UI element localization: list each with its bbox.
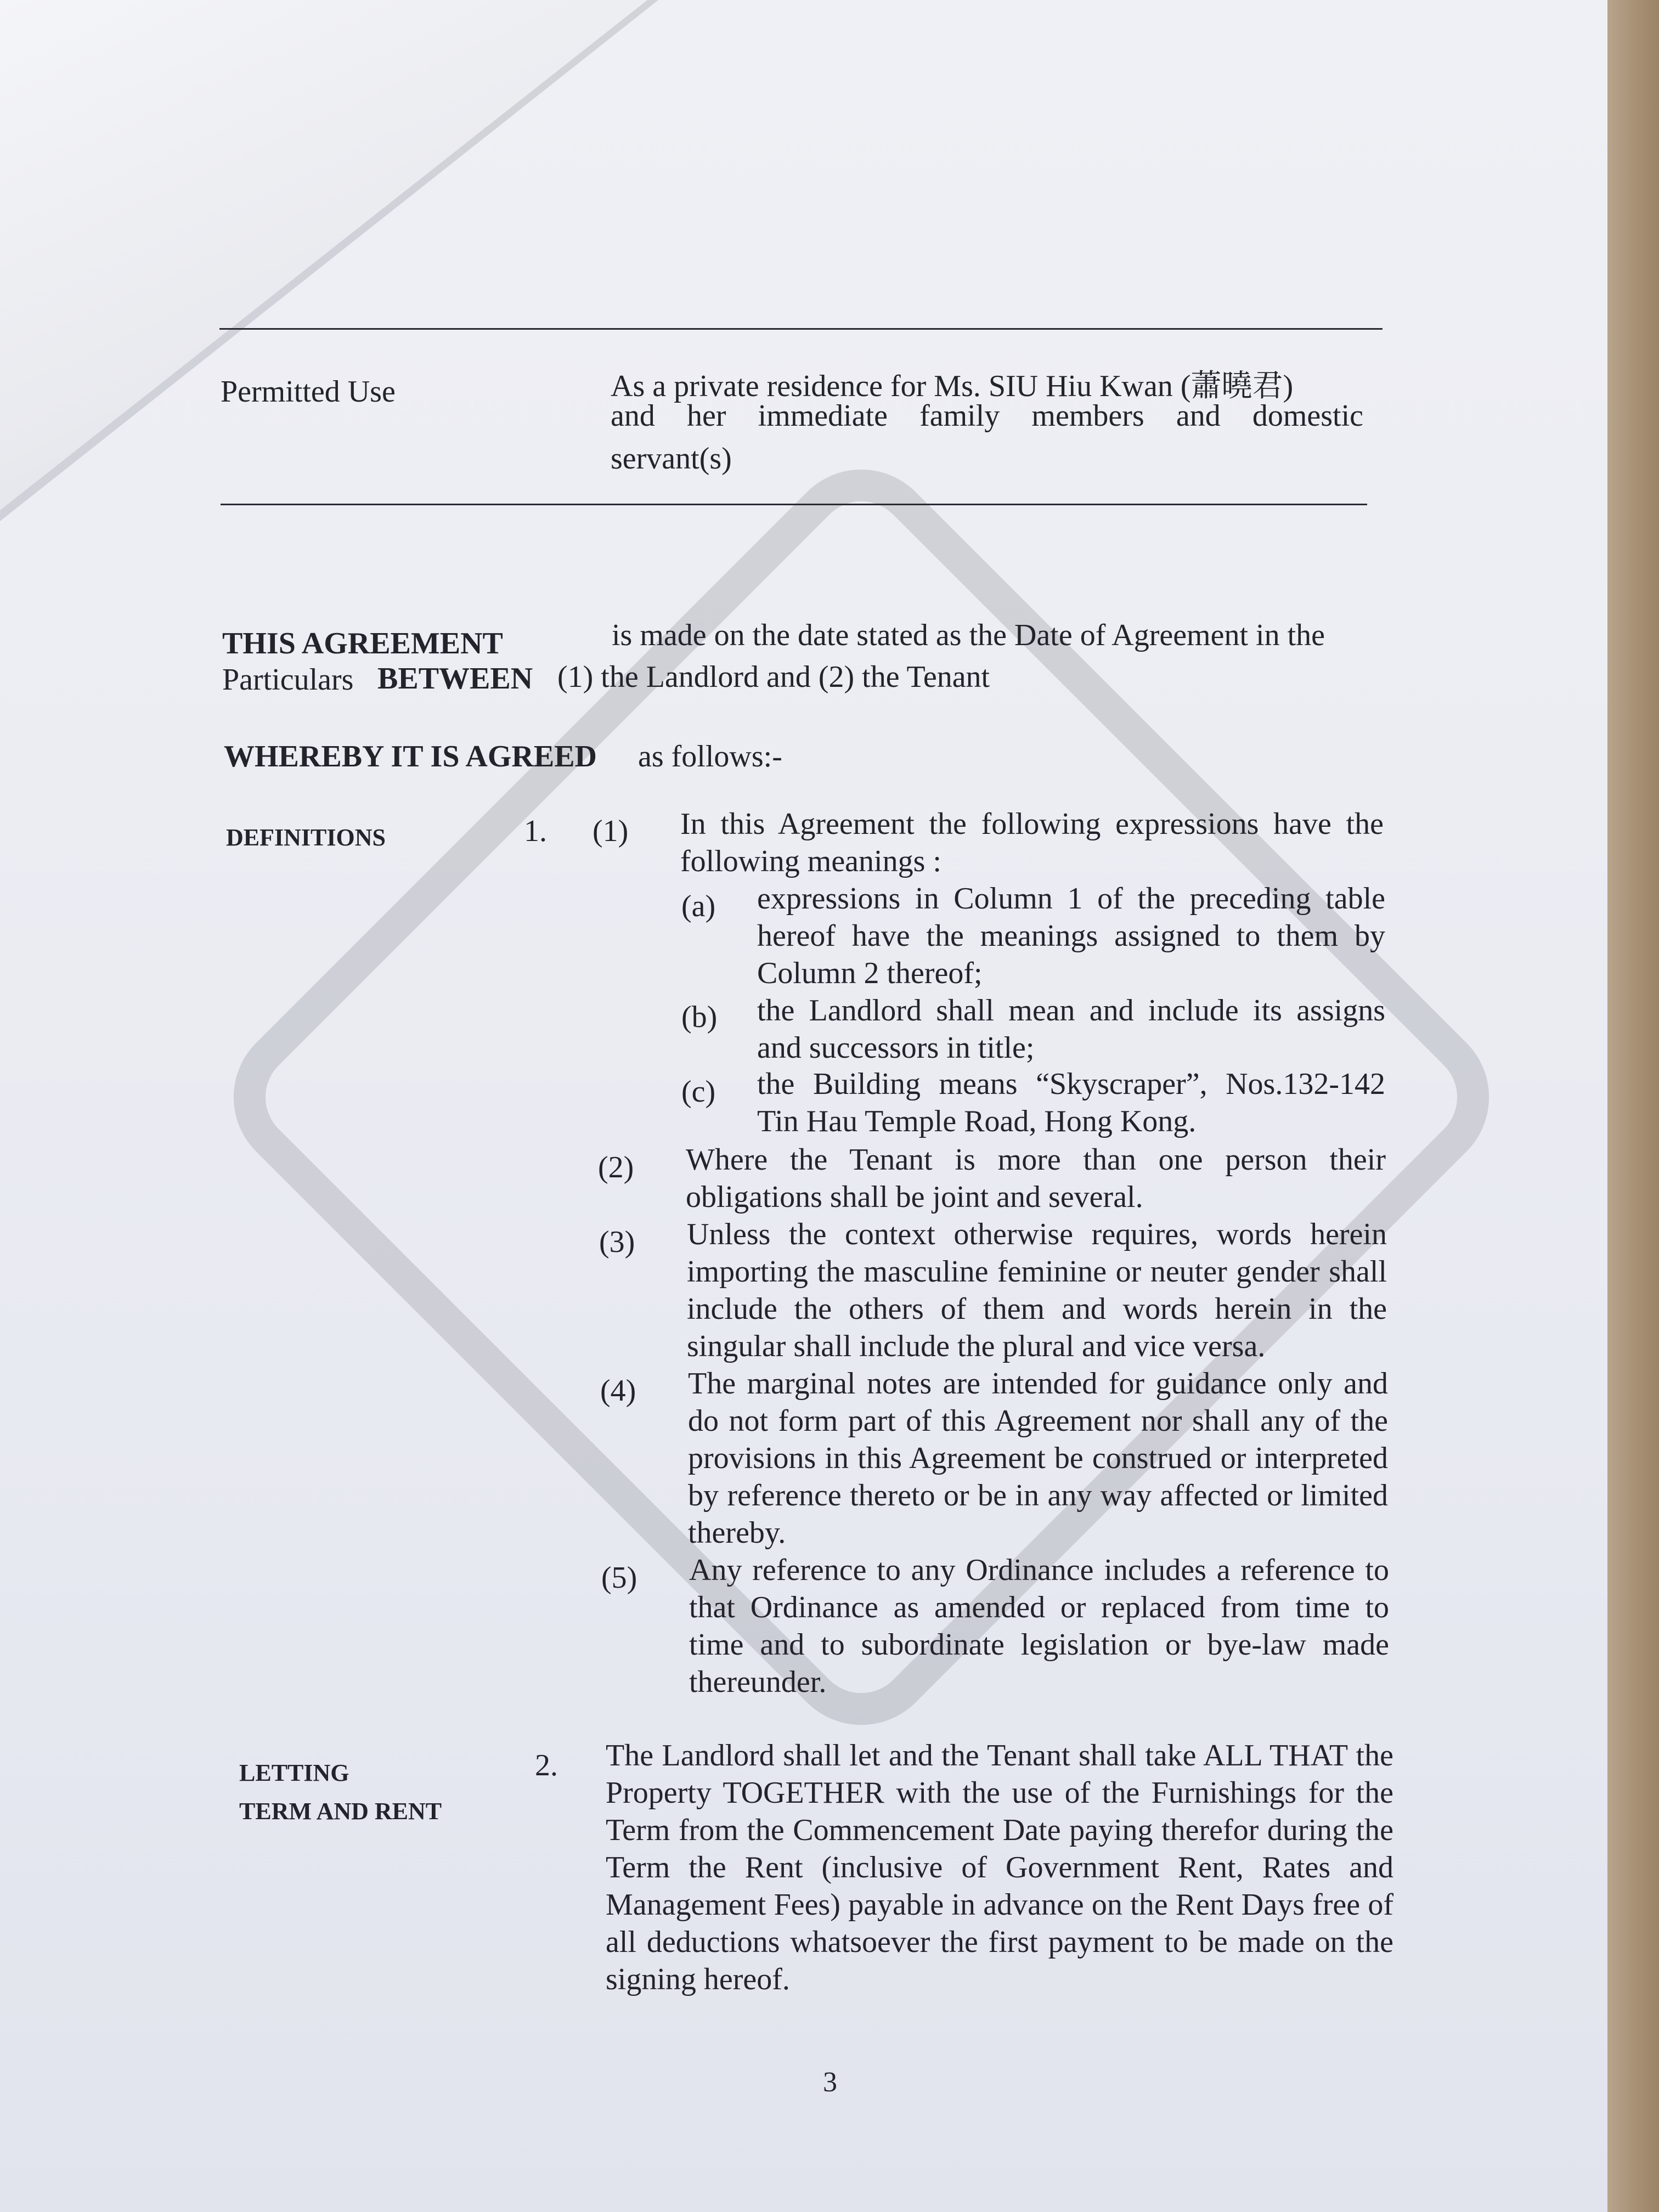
subclause-1-number: (1) (592, 814, 629, 848)
clause-2-number: 2. (535, 1748, 558, 1782)
permitted-use-line-3: servant(s) (611, 442, 732, 476)
item-b-number: (b) (681, 1000, 718, 1034)
desk-background (1607, 0, 1659, 2212)
item-c-text: the Building means “Skyscraper”, Nos.132-142 Tin Hau Temple Road, Hong Kong. (757, 1067, 1385, 1138)
page-number: 3 (823, 2067, 837, 2098)
agreement-line-2: (1) the Landlord and (2) the Tenant (557, 660, 990, 694)
subclause-3-number: (3) (599, 1225, 635, 1259)
subclause-4-number: (4) (600, 1374, 636, 1408)
agreement-line-1: is made on the date stated as the Date of Agreement in the (612, 618, 1325, 652)
item-a-text: expressions in Column 1 of the preceding table hereof have the meanings assigned to them by Column 2 thereof; (757, 882, 1385, 990)
subclause-2-text: Where the Tenant is more than one person their obligations shall be joint and several. (686, 1143, 1386, 1214)
subclause-2-number: (2) (598, 1150, 634, 1184)
item-c-number: (c) (681, 1075, 716, 1109)
clause-2-text: The Landlord shall let and the Tenant shall take ALL THAT the Property TOGETHER with the use of the Furnishings for the Term from the Commencement Date paying therefor during the Term the Rent (inclusive of Government Rent, Rates and Management Fees) payable in advance on the Rent Days free of all deductions whatsoever the first payment to be made on the signing hereof. (606, 1739, 1393, 1996)
subclause-3-text: Unless the context otherwise requires, words herein importing the masculine feminine or neuter gender shall include the others of them and words herein in the singular shall include the plural and vice versa. (687, 1217, 1387, 1363)
permitted-use-label: Permitted Use (221, 375, 396, 409)
subclause-4-text: The marginal notes are intended for guidance only and do not form part of this Agreement nor shall any of the provisions in this Agreement be construed or interpreted by reference thereto or be in any way affected or limited thereby. (688, 1367, 1388, 1550)
subclause-1-text: In this Agreement the following expressions have the following meanings : (680, 807, 1384, 878)
letting-marginal-note: LETTING (239, 1759, 349, 1786)
subclause-5-text: Any reference to any Ordinance includes a reference to that Ordinance as amended or replaced from time to time and to subordinate legislation or bye-law made thereunder. (689, 1553, 1389, 1699)
particulars-text: Particulars (222, 663, 354, 697)
whereby-heading: WHEREBY IT IS AGREED (224, 740, 597, 774)
clause-1-number: 1. (524, 814, 547, 848)
table-bottom-rule (221, 504, 1367, 505)
term-and-rent-marginal-note: TERM AND RENT (239, 1798, 442, 1825)
table-top-rule (219, 328, 1383, 330)
definitions-marginal-note: DEFINITIONS (226, 824, 386, 851)
item-a-number: (a) (681, 889, 716, 923)
permitted-use-line-2: and her immediate family members and domestic (611, 399, 1363, 433)
item-b-text: the Landlord shall mean and include its assigns and successors in title; (757, 994, 1385, 1065)
between-heading: BETWEEN (377, 662, 533, 696)
permitted-use-line-1: As a private residence for Ms. SIU Hiu Kwan (蕭曉君) (611, 369, 1294, 403)
this-agreement-heading: THIS AGREEMENT (222, 627, 503, 661)
subclause-5-number: (5) (601, 1561, 637, 1595)
as-follows-text: as follows:- (638, 740, 782, 774)
